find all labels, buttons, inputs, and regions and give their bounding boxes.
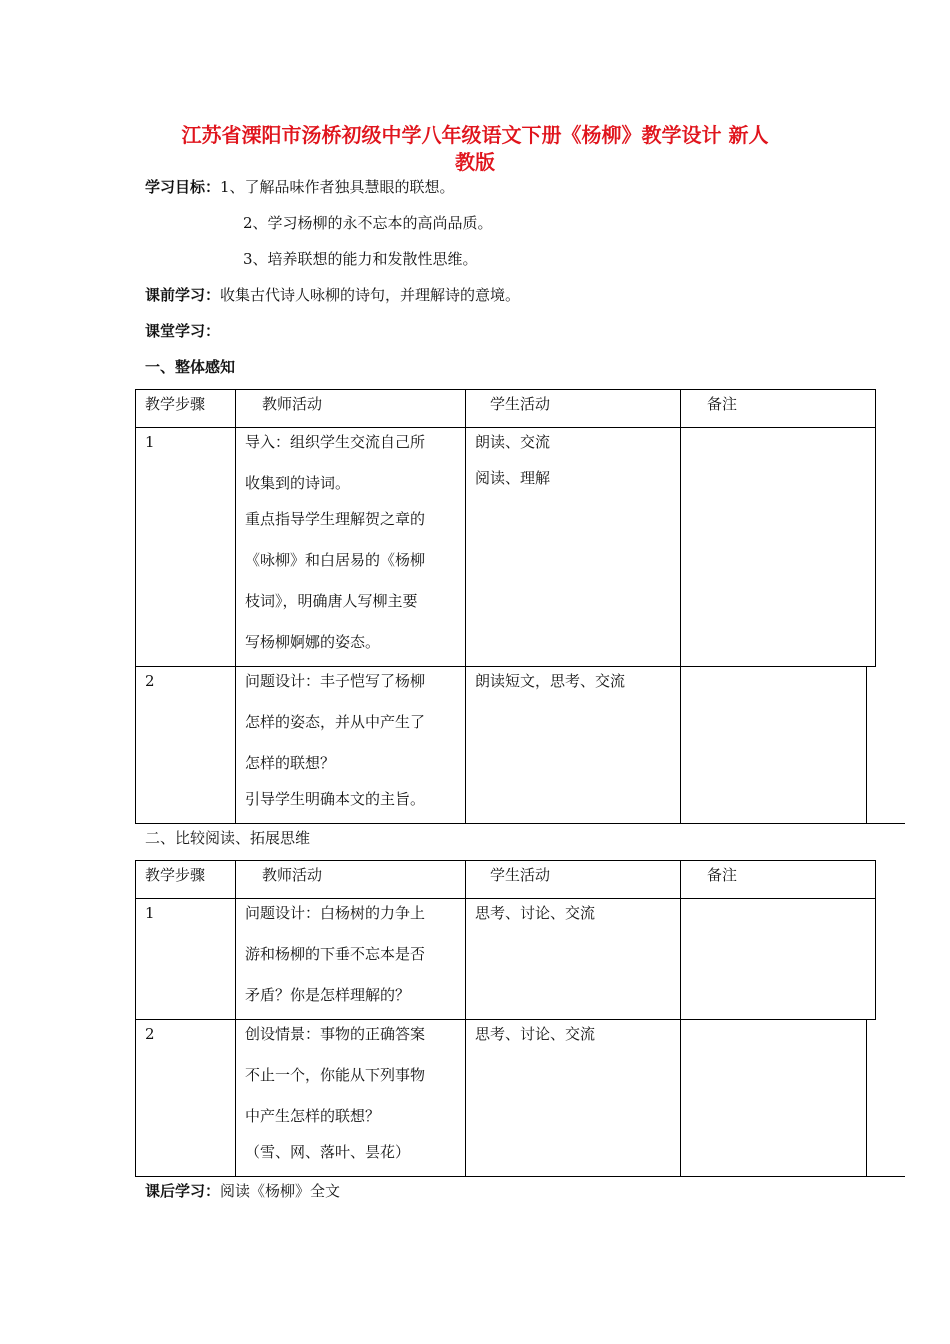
teacher-line: 《咏柳》和白居易的《杨柳 (245, 551, 426, 569)
table-2-border-left (135, 860, 136, 1177)
afterstudy-text: 阅读《杨柳》全文 (220, 1182, 341, 1200)
teacher-line: 收集到的诗词。 (245, 474, 351, 492)
objective-item-3: 3、培养联想的能力和发散性思维。 (243, 250, 478, 268)
student-line: 阅读、理解 (475, 469, 551, 487)
table-1-header-notes: 备注 (707, 395, 738, 413)
teacher-line: 怎样的联想？ (245, 754, 336, 772)
table-2-col-divider-3 (680, 860, 681, 1177)
teacher-line: 不止一个，你能从下列事物 (245, 1066, 426, 1084)
teacher-line: （雪、网、落叶、昙花） (245, 1143, 411, 1161)
table-2-border-right-lower (866, 1019, 867, 1177)
teacher-line: 矛盾？你是怎样理解的？ (245, 986, 411, 1004)
table-2-row-2-step: 2 (145, 1025, 155, 1043)
objective-item-1: 1、了解品味作者独具慧眼的联想。 (220, 178, 455, 196)
section2-heading: 二、比较阅读、拓展思维 (145, 829, 311, 847)
table-1-border-bottom (135, 823, 905, 824)
table-1-header-divider (135, 427, 876, 428)
title-line-2: 教版 (455, 150, 495, 174)
student-line: 思考、讨论、交流 (475, 904, 596, 922)
table-2-header-divider (135, 898, 876, 899)
table-2-row-2-teacher (245, 1024, 425, 1162)
afterstudy-row (145, 1181, 340, 1201)
table-1-border-left (135, 389, 136, 824)
table-1-col-divider-2 (465, 389, 466, 824)
title-line-1: 江苏省溧阳市汤桥初级中学八年级语文下册《杨柳》教学设计 新人 (181, 123, 769, 147)
table-2-header-student: 学生活动 (490, 866, 551, 884)
table-2-col-divider-1 (235, 860, 236, 1177)
teacher-line: 中产生怎样的联想？ (245, 1107, 381, 1125)
teacher-line: 怎样的姿态，并从中产生了 (245, 713, 426, 731)
teacher-line: 枝词》，明确唐人写柳主要 (245, 592, 418, 610)
table-2-row-1-student (475, 903, 595, 923)
table-2-header-notes: 备注 (707, 866, 738, 884)
teacher-line: 重点指导学生理解贺之章的 (245, 510, 426, 528)
afterstudy-label: 课后学习： (145, 1182, 221, 1200)
teacher-line: 问题设计：白杨树的力争上 (245, 904, 426, 922)
objectives-row-1 (145, 177, 455, 197)
table-2-row-1-step: 1 (145, 904, 155, 922)
student-line: 思考、讨论、交流 (475, 1025, 596, 1043)
table-1-row-1-teacher (245, 432, 425, 652)
prestudy-text: 收集古代诗人咏柳的诗句，并理解诗的意境。 (220, 286, 521, 304)
objectives-label: 学习目标： (145, 178, 221, 196)
table-2-row-divider (135, 1019, 876, 1020)
student-line: 朗读短文，思考、交流 (475, 672, 626, 690)
table-2-row-1-teacher (245, 903, 425, 1005)
table-1-row-2-step: 2 (145, 672, 155, 690)
table-1-col-divider-3 (680, 389, 681, 824)
prestudy-label: 课前学习： (145, 286, 221, 304)
table-1-header-step: 教学步骤 (145, 395, 206, 413)
table-2-col-divider-2 (465, 860, 466, 1177)
document-title (135, 122, 815, 176)
table-1-border-top (135, 389, 876, 390)
table-1-border-right-lower (866, 666, 867, 824)
objective-item-2: 2、学习杨柳的永不忘本的高尚品质。 (243, 214, 493, 232)
table-1-border-right-upper (875, 389, 876, 667)
table-1-row-2-student (475, 671, 625, 691)
table-1-row-divider (135, 666, 876, 667)
teacher-line: 创设情景：事物的正确答案 (245, 1025, 426, 1043)
table-1-header-student: 学生活动 (490, 395, 551, 413)
teacher-line: 问题设计：丰子恺写了杨柳 (245, 672, 426, 690)
table-2-border-bottom (135, 1176, 905, 1177)
table-1-col-divider-1 (235, 389, 236, 824)
table-2-header-teacher: 教师活动 (262, 866, 323, 884)
table-1-header-teacher: 教师活动 (262, 395, 323, 413)
table-1-row-2-teacher (245, 671, 425, 809)
section1-heading: 一、整体感知 (145, 358, 236, 376)
table-2-row-2-student (475, 1024, 595, 1044)
teacher-line: 引导学生明确本文的主旨。 (245, 790, 426, 808)
teacher-line: 导入：组织学生交流自己所 (245, 433, 426, 451)
table-1-row-1-step: 1 (145, 433, 155, 451)
table-2-border-right-upper (875, 860, 876, 1020)
classstudy-label: 课堂学习： (145, 322, 221, 340)
table-2-border-top (135, 860, 876, 861)
table-2-header-step: 教学步骤 (145, 866, 206, 884)
teacher-line: 写杨柳婀娜的姿态。 (245, 633, 381, 651)
teacher-line: 游和杨柳的下垂不忘本是否 (245, 945, 426, 963)
prestudy-row (145, 285, 520, 305)
student-line: 朗读、交流 (475, 433, 551, 451)
table-1-row-1-student (475, 432, 550, 488)
